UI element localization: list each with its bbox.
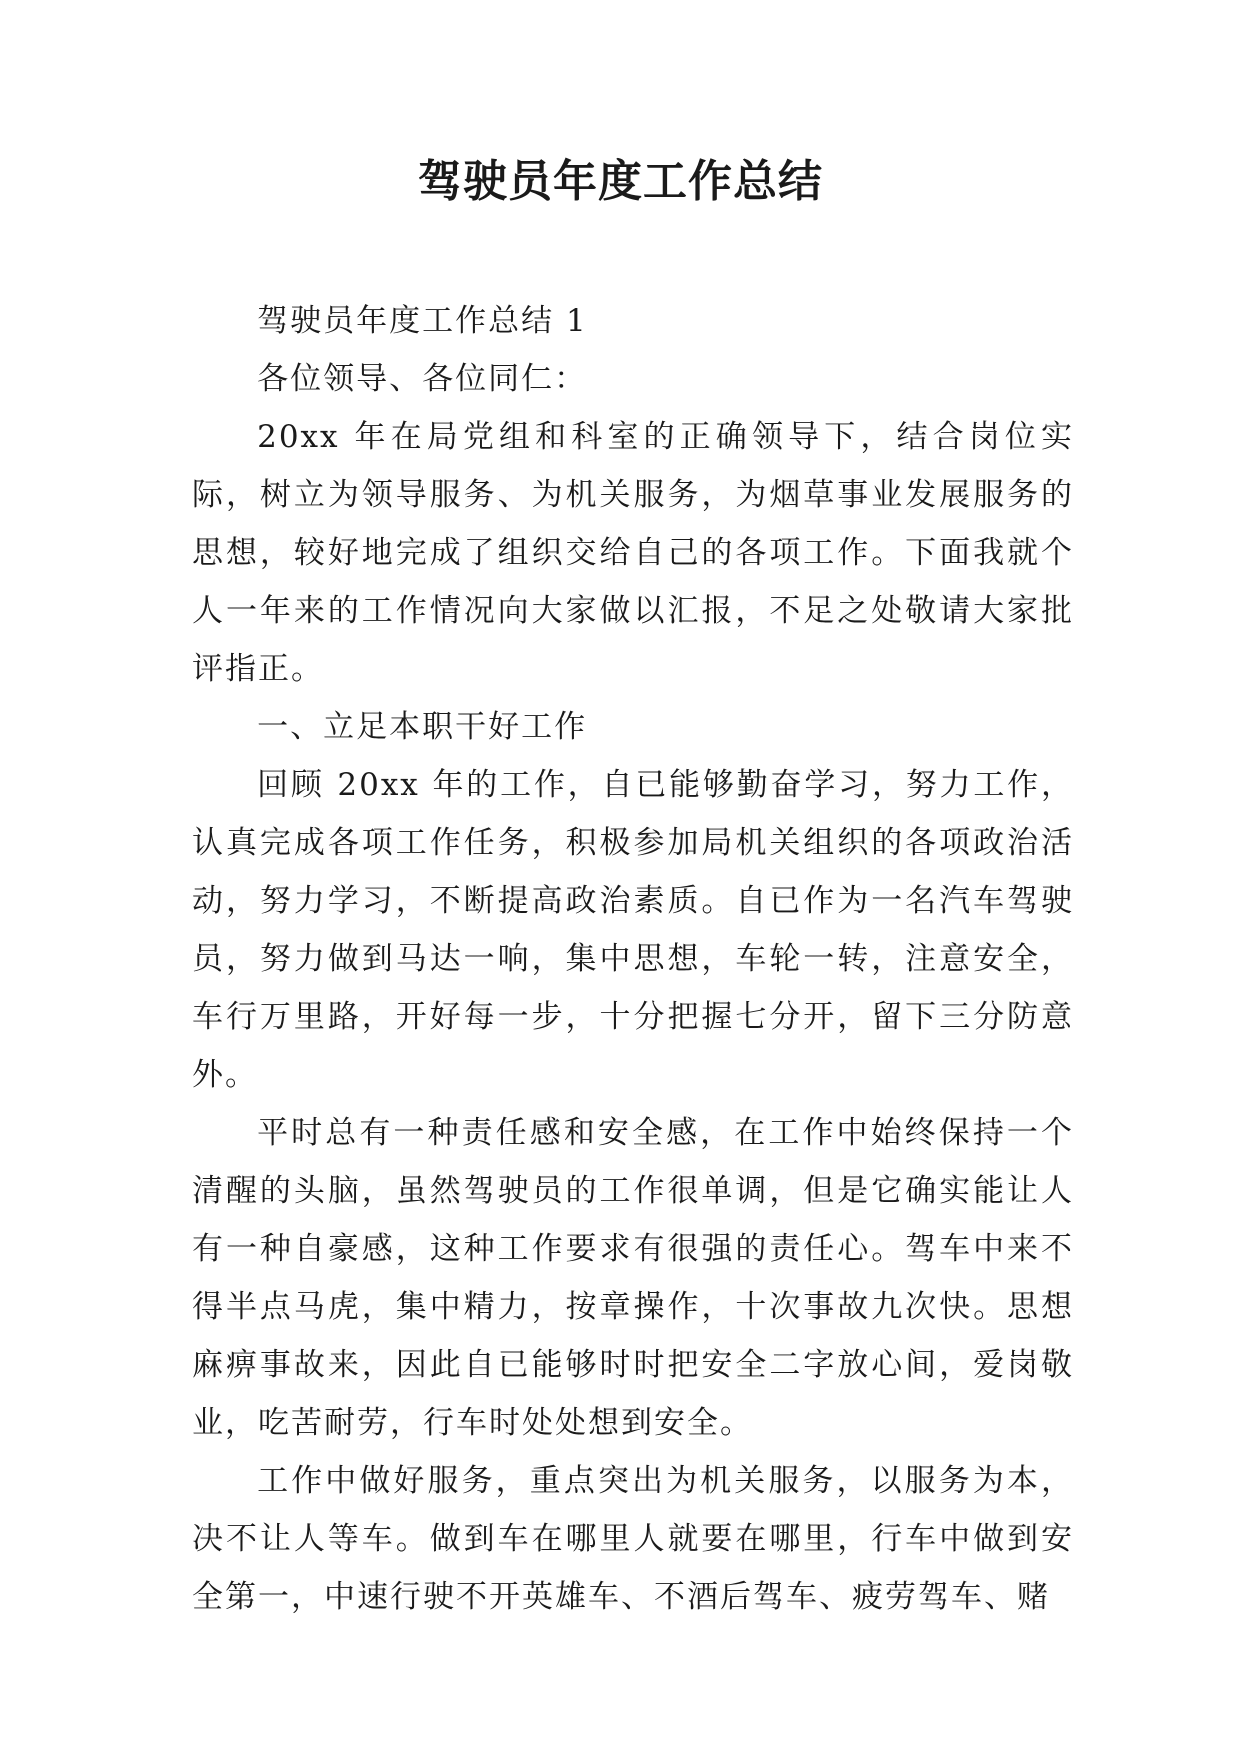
- salutation-paragraph: 各位领导、各位同仁：: [257, 361, 588, 397]
- document-body: [192, 292, 1074, 1626]
- subtitle-paragraph: 驾驶员年度工作总结 1: [257, 303, 588, 339]
- review-paragraph: 回顾 20xx 年的工作，自已能够勤奋学习，努力工作，认真完成各项工作任务，积极参加局机关组织的各项政治活动，努力学习，不断提高政治素质。自已作为一名汽车驾驶员，努力做到马达一响，集中思想，车轮一转，注意安全，车行万里路，开好每一步，十分把握七分开，留下三分防意外。: [192, 767, 1074, 1093]
- responsibility-paragraph: 平时总有一种责任感和安全感，在工作中始终保持一个清醒的头脑，虽然驾驶员的工作很单调，但是它确实能让人有一种自豪感，这种工作要求有很强的责任心。驾车中来不得半点马虎，集中精力，按章操作，十次事故九次快。思想麻痹事故来，因此自已能够时时把安全二字放心间，爱岗敬业，吃苦耐劳，行车时处处想到安全。: [192, 1115, 1074, 1441]
- section-heading-1: 一、立足本职干好工作: [257, 709, 588, 745]
- document-title: 驾驶员年度工作总结: [418, 156, 823, 207]
- service-paragraph: 工作中做好服务，重点突出为机关服务，以服务为本，决不让人等车。做到车在哪里人就要在哪里，行车中做到安全第一，中速行驶不开英雄车、不酒后驾车、疲劳驾车、赌: [192, 1463, 1074, 1615]
- intro-paragraph: 20xx 年在局党组和科室的正确领导下，结合岗位实际，树立为领导服务、为机关服务，为烟草事业发展服务的思想，较好地完成了组织交给自己的各项工作。下面我就个人一年来的工作情况向大家做以汇报，不足之处敬请大家批评指正。: [192, 419, 1074, 687]
